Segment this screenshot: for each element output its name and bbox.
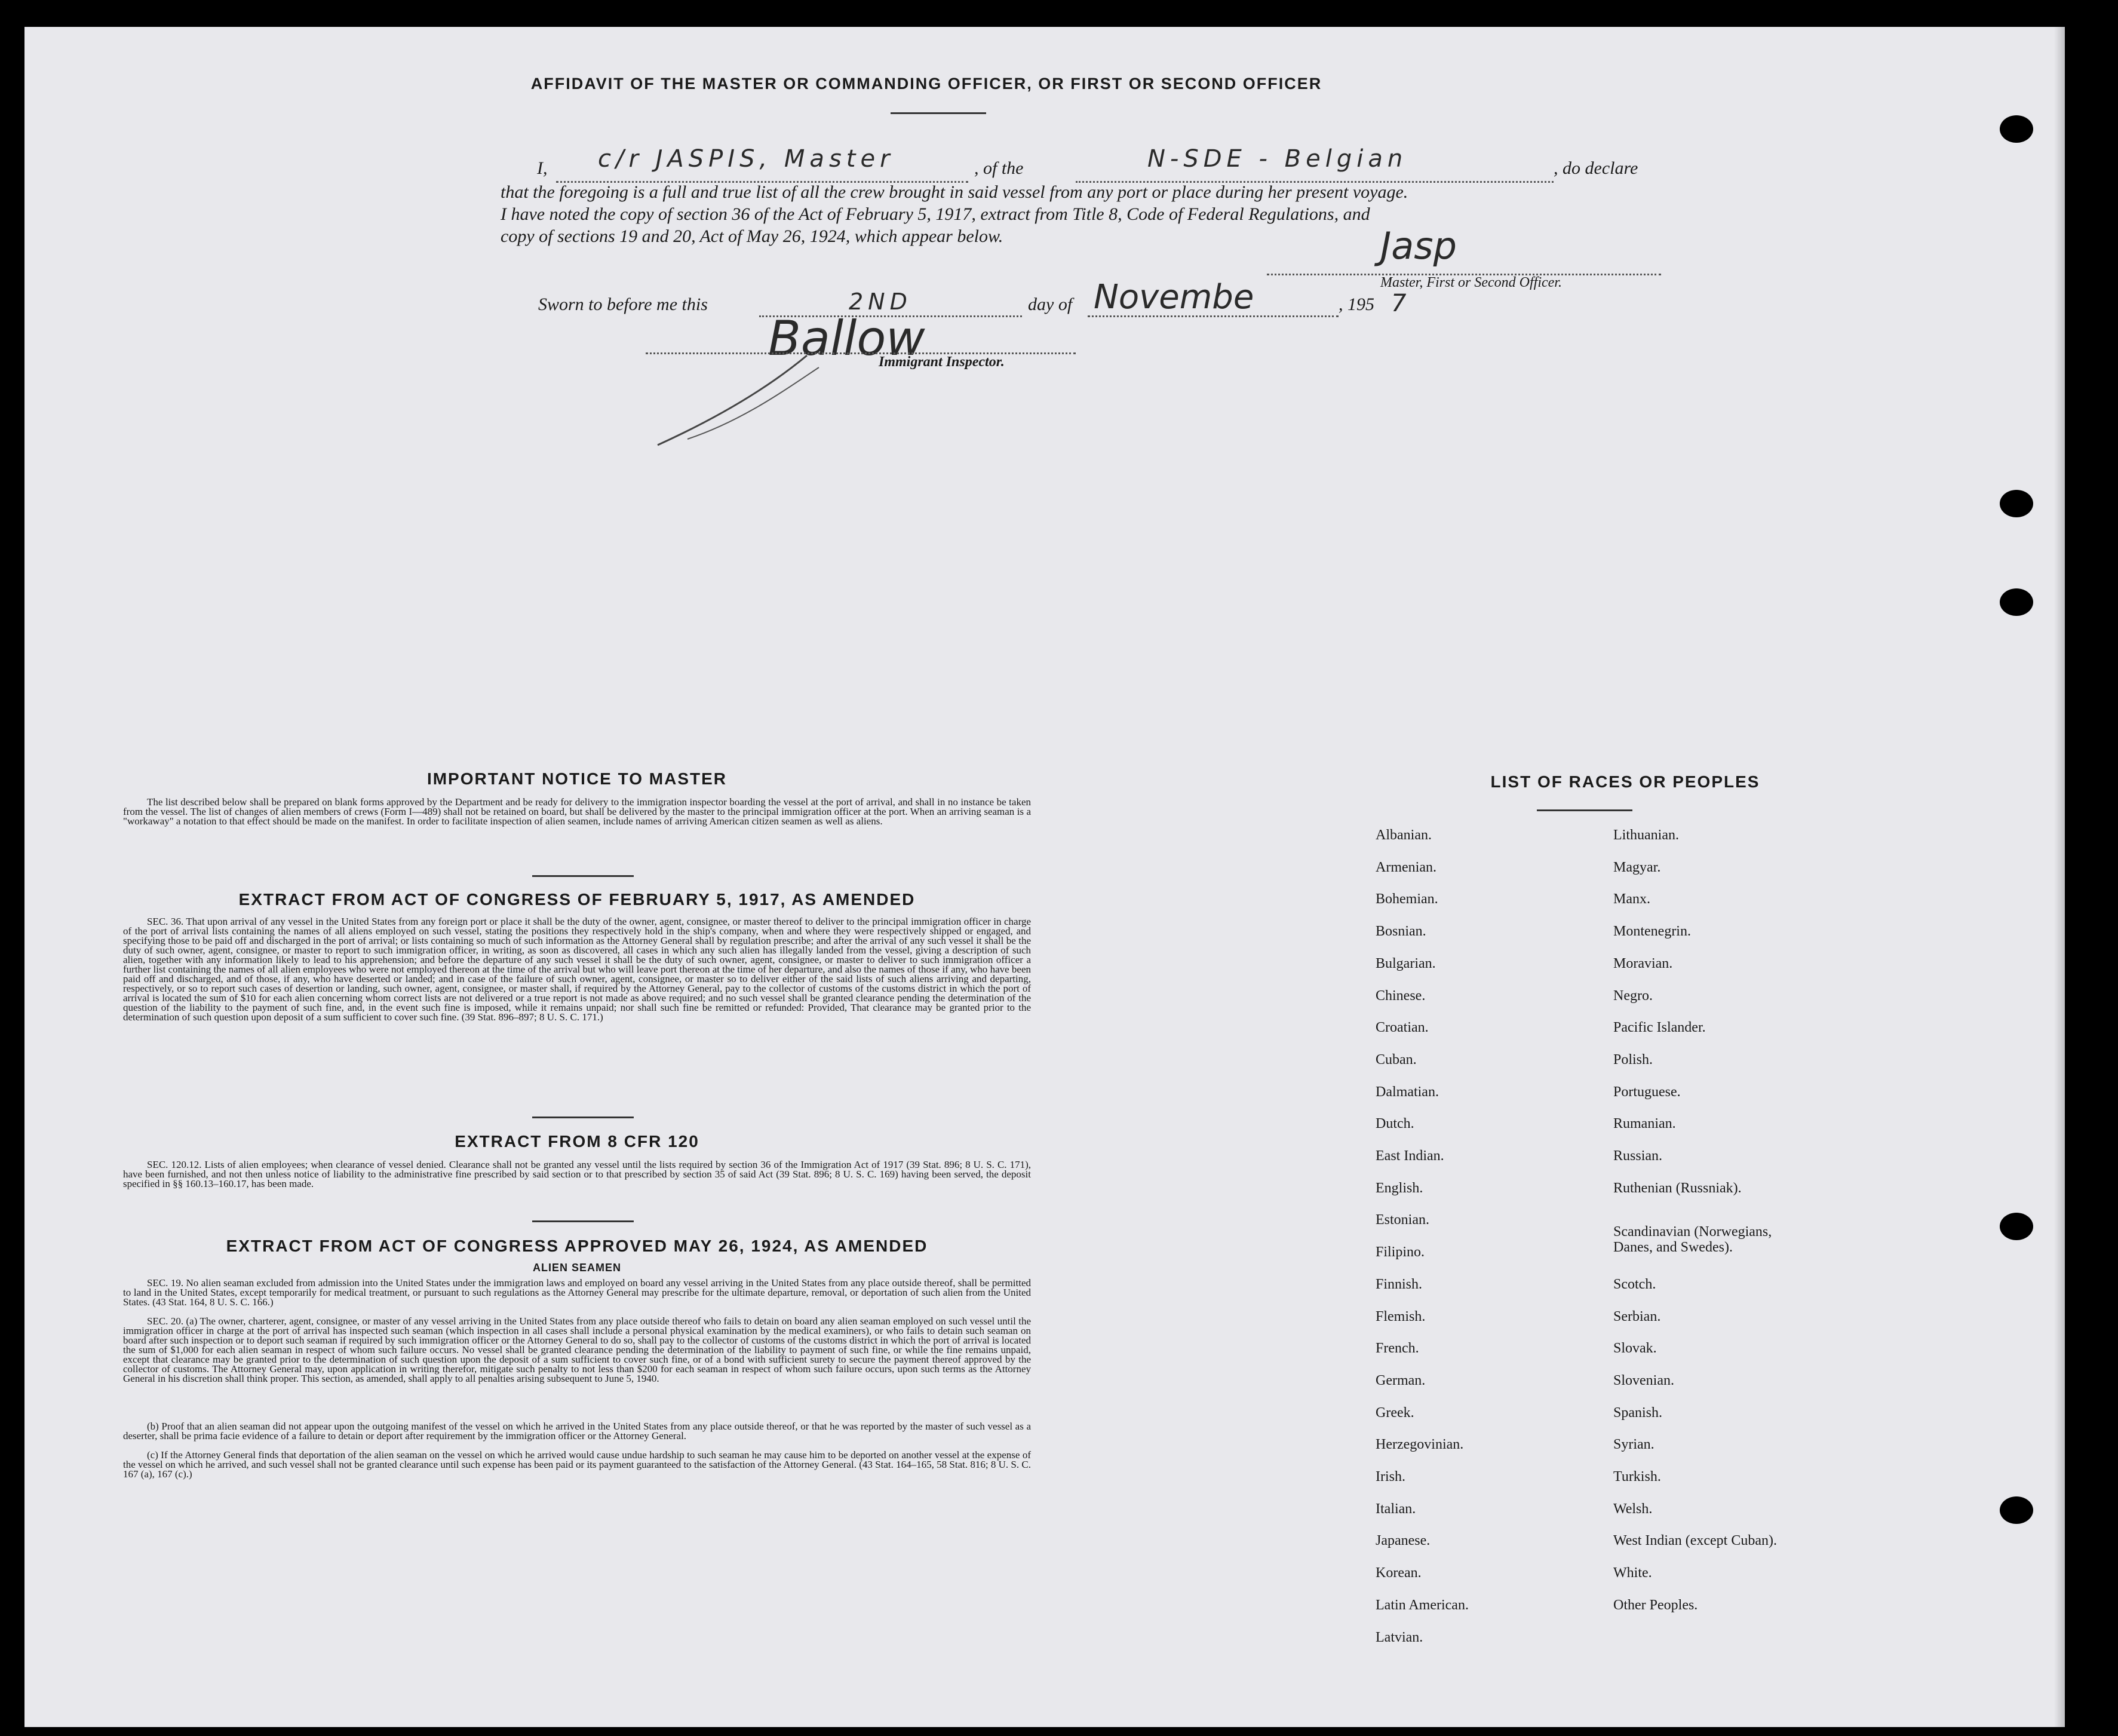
race-item: Chinese.: [1376, 987, 1426, 1004]
race-item: West Indian (except Cuban).: [1613, 1533, 1777, 1549]
inspector-line: [646, 352, 1076, 354]
year-handwritten: 7: [1391, 290, 1407, 317]
race-item: Bosnian.: [1376, 924, 1426, 940]
vessel-handwritten: N-SDE - Belgian: [1147, 145, 1408, 173]
extract-1917-rule: [532, 1117, 634, 1118]
race-item: Pacific Islander.: [1613, 1020, 1706, 1036]
race-item: Turkish.: [1613, 1469, 1661, 1485]
affidavit-title: AFFIDAVIT OF THE MASTER OR COMMANDING OFFICER, OR FIRST OR SECOND OFFICER: [530, 75, 1322, 93]
inspector-signature-flourish: [652, 349, 831, 451]
extract-8cfr-title: EXTRACT FROM 8 CFR 120: [455, 1132, 699, 1151]
race-item: Filipino.: [1376, 1244, 1425, 1260]
race-item: Slovak.: [1613, 1341, 1657, 1357]
race-item: Italian.: [1376, 1501, 1416, 1517]
race-item: Finnish.: [1376, 1276, 1423, 1292]
sec19-text: SEC. 19. No alien seaman excluded from admission into the United States under the immigration laws and employed on board any vessel arriving in the United States from any place outside thereof, shall be permitted to land in the United States, except temporarily for medical treatment, or pursuant to such regulations as the Attorney General may prescribe for the ultimate departure, removal, or deportation of such alien from the United States. (43 Stat. 164, 8 U. S. C. 166.): [123, 1277, 1031, 1308]
race-item: Estonian.: [1376, 1212, 1429, 1228]
race-item: Greek.: [1376, 1404, 1414, 1421]
race-item: Irish.: [1376, 1469, 1405, 1485]
year-prefix: , 195: [1339, 295, 1374, 314]
day-handwritten: 2ND: [849, 289, 912, 315]
race-item: French.: [1376, 1341, 1419, 1357]
i-label: I,: [537, 158, 548, 178]
races-title: LIST OF RACES OR PEOPLES: [1490, 772, 1760, 791]
extract-1924-title: EXTRACT FROM ACT OF CONGRESS APPROVED MAY 26, 1924, AS AMENDED: [226, 1237, 928, 1255]
document-page: [24, 27, 2065, 1727]
race-item: Moravian.: [1613, 955, 1673, 971]
notice-title: IMPORTANT NOTICE TO MASTER: [426, 769, 728, 788]
races-rule: [1537, 809, 1632, 811]
extract-8cfr-rule: [532, 1220, 634, 1222]
race-item: Negro.: [1613, 987, 1653, 1004]
page-edge-shadow: [2054, 27, 2065, 1727]
of-the-label: , of the: [974, 158, 1024, 178]
month-handwritten: Novembe: [1094, 278, 1254, 317]
inspector-caption: Immigrant Inspector.: [879, 354, 1005, 370]
sec20a-text: SEC. 20. (a) The owner, charterer, agent, consignee, or master of any vessel arriving in the United States from any place outside thereof who fails to detain on board any alien seaman employed on such vessel until the immigration officer in charge at the port of arrival has inspected such seaman (which inspection in all cases shall include a personal physical examination by the medical examiners), or who fails to detain such seaman on board after such inspection or to deport such seaman if required by such immigration officer or the Attorney General to do so, shall pay to the collector of customs of the customs district in which the port of arrival is located the sum of $1,000 for each alien seaman in respect of whom such failure occurs. No vessel shall be granted clearance pending the determination of the liability to payment of such fine, or while the fine remains unpaid, except that clearance may be granted prior to the determination of such question upon the deposit of a sum sufficient to cover such fine, or of a bond with sufficient surety to secure the payment thereof approved by the collector of customs. The Attorney General may, upon application in writing therefor, mitigate such penalty to not less than $200 for each seaman in respect of whom such failure occurs, upon such terms as the Attorney General in his discretion shall think proper. This section, as amended, shall apply to all penalties arising subsequent to June 5, 1940.: [123, 1315, 1031, 1384]
punch-hole: [2000, 490, 2033, 517]
race-item: Bulgarian.: [1376, 955, 1436, 971]
race-item: Latin American.: [1376, 1597, 1469, 1613]
race-item: Herzegovinian.: [1376, 1437, 1464, 1453]
sec20c-text: (c) If the Attorney General finds that deportation of the alien seaman on the vessel on which he arrived would cause undue hardship to such seaman he may cause him to be deported on another vessel at the expense of the vessel on which he arrived, and such vessel shall not be granted clearance until such expense has been paid or its payment guaranteed to the satisfaction of the Attorney General. (43 Stat. 164–165, 58 Stat. 816; 8 U. S. C. 167 (a), 167 (c).): [123, 1449, 1031, 1480]
race-item: Dalmatian.: [1376, 1084, 1439, 1100]
affidavit-line-2: I have noted the copy of section 36 of the Act of February 5, 1917, extract from Title 8, Code of Federal Regulations, and: [501, 204, 1370, 224]
race-item: Cuban.: [1376, 1051, 1417, 1068]
master-signature: Jasp: [1380, 224, 1457, 268]
race-item: Rumanian.: [1613, 1116, 1676, 1132]
notice-text: The list described below shall be prepared on blank forms approved by the Department and be ready for delivery to the immigration inspector boarding the vessel at the port of arrival, and shall in no instance be taken from the vessel. The list of changes of alien members of crews (Form I—489) shall not be retained on board, but shall be delivered by the master to the principal immigration officer at the port. When an arriving seaman is a "workaway" a notation to that effect should be made on the manifest. In order to facilitate inspection of alien seamen, include names of arriving American citizen seamen as well as aliens.: [123, 796, 1031, 827]
extract-1917-text: SEC. 36. That upon arrival of any vessel in the United States from any foreign port or place it shall be the duty of the owner, agent, consignee, or master thereof to deliver to the principal immigration officer in charge of the port of arrival lists containing the names of all aliens employed on such vessel, stating the positions they respectively hold in the ship's company, when and where they were respectively shipped or engaged, and specifying those to be paid off and discharged in the port of arrival; or lists containing so much of such information as the Attorney General shall by regulation prescribe; and after the arrival of any such vessel it shall be the duty of such owner, agent, consignee, or master to report to such immigration officer, in writing, as soon as discovered, all cases in which any such alien has illegally landed from the vessel, giving a description of such alien, together with any information likely to lead to his apprehension; and before the departure of any such vessel it shall be the duty of such owner, agent, consignee, or master to deliver to such immigration officer a further list containing the names of all alien employees who were not employed thereon at the time of the arrival but who will leave port thereon at the time of her departure, and also the names of those if any, who have been paid off and discharged, and of those, if any, who have deserted or landed; and in case of the failure of such owner, agent, consignee, or master so to deliver either of the said lists of such aliens arriving and departing, respectively, or so to report such cases of desertion or landing, such owner, agent, consignee, or master shall, if required by the Attorney General, pay to the collector of customs of the customs district in which the port of arrival is located the sum of $10 for each alien concerning whom correct lists are not delivered or a true report is not made as above required; and no such vessel shall be granted clearance pending the determination of the question of the liability to the payment of such fine, and, in the event such fine is imposed, while it remains unpaid; nor shall such fine be remitted or refunded: Provided, That clearance may be granted prior to the determination of such question upon deposit of a sum sufficient to cover such fine. (39 Stat. 896–897; 8 U. S. C. 171.): [123, 916, 1031, 1023]
alien-seamen-subtitle: ALIEN SEAMEN: [532, 1262, 621, 1274]
race-item: Scotch.: [1613, 1276, 1656, 1292]
affidavit-line-1: that the foregoing is a full and true list of all the crew brought in said vessel from any port or place during her present voyage.: [501, 182, 1408, 202]
affidavit-line-3: copy of sections 19 and 20, Act of May 26, 1924, which appear below.: [501, 226, 1003, 246]
sworn-label: Sworn to before me this: [538, 295, 708, 314]
race-item: Latvian.: [1376, 1629, 1423, 1645]
extract-1917-title: EXTRACT FROM ACT OF CONGRESS OF FEBRUARY 5, 1917, AS AMENDED: [238, 890, 916, 909]
master-caption: Master, First or Second Officer.: [1380, 275, 1562, 290]
race-item: Albanian.: [1376, 827, 1432, 843]
race-item: Russian.: [1613, 1148, 1663, 1164]
race-item: Polish.: [1613, 1051, 1653, 1068]
race-item: Magyar.: [1613, 859, 1661, 875]
do-declare-label: , do declare: [1554, 158, 1638, 178]
race-item: Dutch.: [1376, 1116, 1414, 1132]
inspector-signature: Ballow: [768, 311, 925, 366]
master-name-handwritten: c/r JASPIS, Master: [598, 145, 895, 173]
race-item: Croatian.: [1376, 1020, 1429, 1036]
extract-8cfr-text: SEC. 120.12. Lists of alien employees; when clearance of vessel denied. Clearance shall not be granted any vessel until the lists required by section 36 of the Immigration Act of 1917 (39 Stat. 896; 8 U. S. C. 171), have been furnished, and not then unless notice of liability to the administrative fine prescribed by said section or to that prescribed by section 35 of said Act (39 Stat. 896; 8 U. S. C. 169) having been served, the deposit specified in §§ 160.13–160.17, has been made.: [123, 1159, 1031, 1189]
race-item: Korean.: [1376, 1565, 1422, 1581]
punch-hole: [2000, 1213, 2033, 1240]
race-item: Manx.: [1613, 891, 1650, 907]
race-item: English.: [1376, 1180, 1423, 1196]
title-rule: [891, 112, 986, 114]
race-item: Welsh.: [1613, 1501, 1653, 1517]
race-item: Scandinavian (Norwegians, Danes, and Swedes).: [1613, 1224, 1772, 1256]
punch-hole: [2000, 1496, 2033, 1524]
race-item: Armenian.: [1376, 859, 1436, 875]
race-item: Serbian.: [1613, 1308, 1661, 1324]
race-item: Bohemian.: [1376, 891, 1438, 907]
notice-rule: [532, 875, 634, 877]
race-item: Syrian.: [1613, 1437, 1655, 1453]
race-item: German.: [1376, 1372, 1426, 1388]
race-item: Spanish.: [1613, 1404, 1663, 1421]
race-item: White.: [1613, 1565, 1652, 1581]
punch-hole: [2000, 588, 2033, 616]
race-item: Slovenian.: [1613, 1372, 1674, 1388]
day-of-label: day of: [1028, 295, 1073, 314]
race-item: East Indian.: [1376, 1148, 1444, 1164]
race-item: Japanese.: [1376, 1533, 1431, 1549]
race-item: Flemish.: [1376, 1308, 1426, 1324]
race-item: Lithuanian.: [1613, 827, 1679, 843]
race-item: Montenegrin.: [1613, 924, 1691, 940]
affidavit-body: [501, 181, 1671, 247]
race-item: Portuguese.: [1613, 1084, 1681, 1100]
race-item: Ruthenian (Russniak).: [1613, 1180, 1742, 1196]
punch-hole: [2000, 115, 2033, 143]
race-item: Other Peoples.: [1613, 1597, 1698, 1613]
sec20b-text: (b) Proof that an alien seaman did not appear upon the outgoing manifest of the vessel on which he arrived in the United States from any place outside thereof, or that he was reported by the master of such vessel as a deserter, shall be prima facie evidence of a failure to detain or deport after requirement by the immigration officer or the Attorney General.: [123, 1421, 1031, 1441]
